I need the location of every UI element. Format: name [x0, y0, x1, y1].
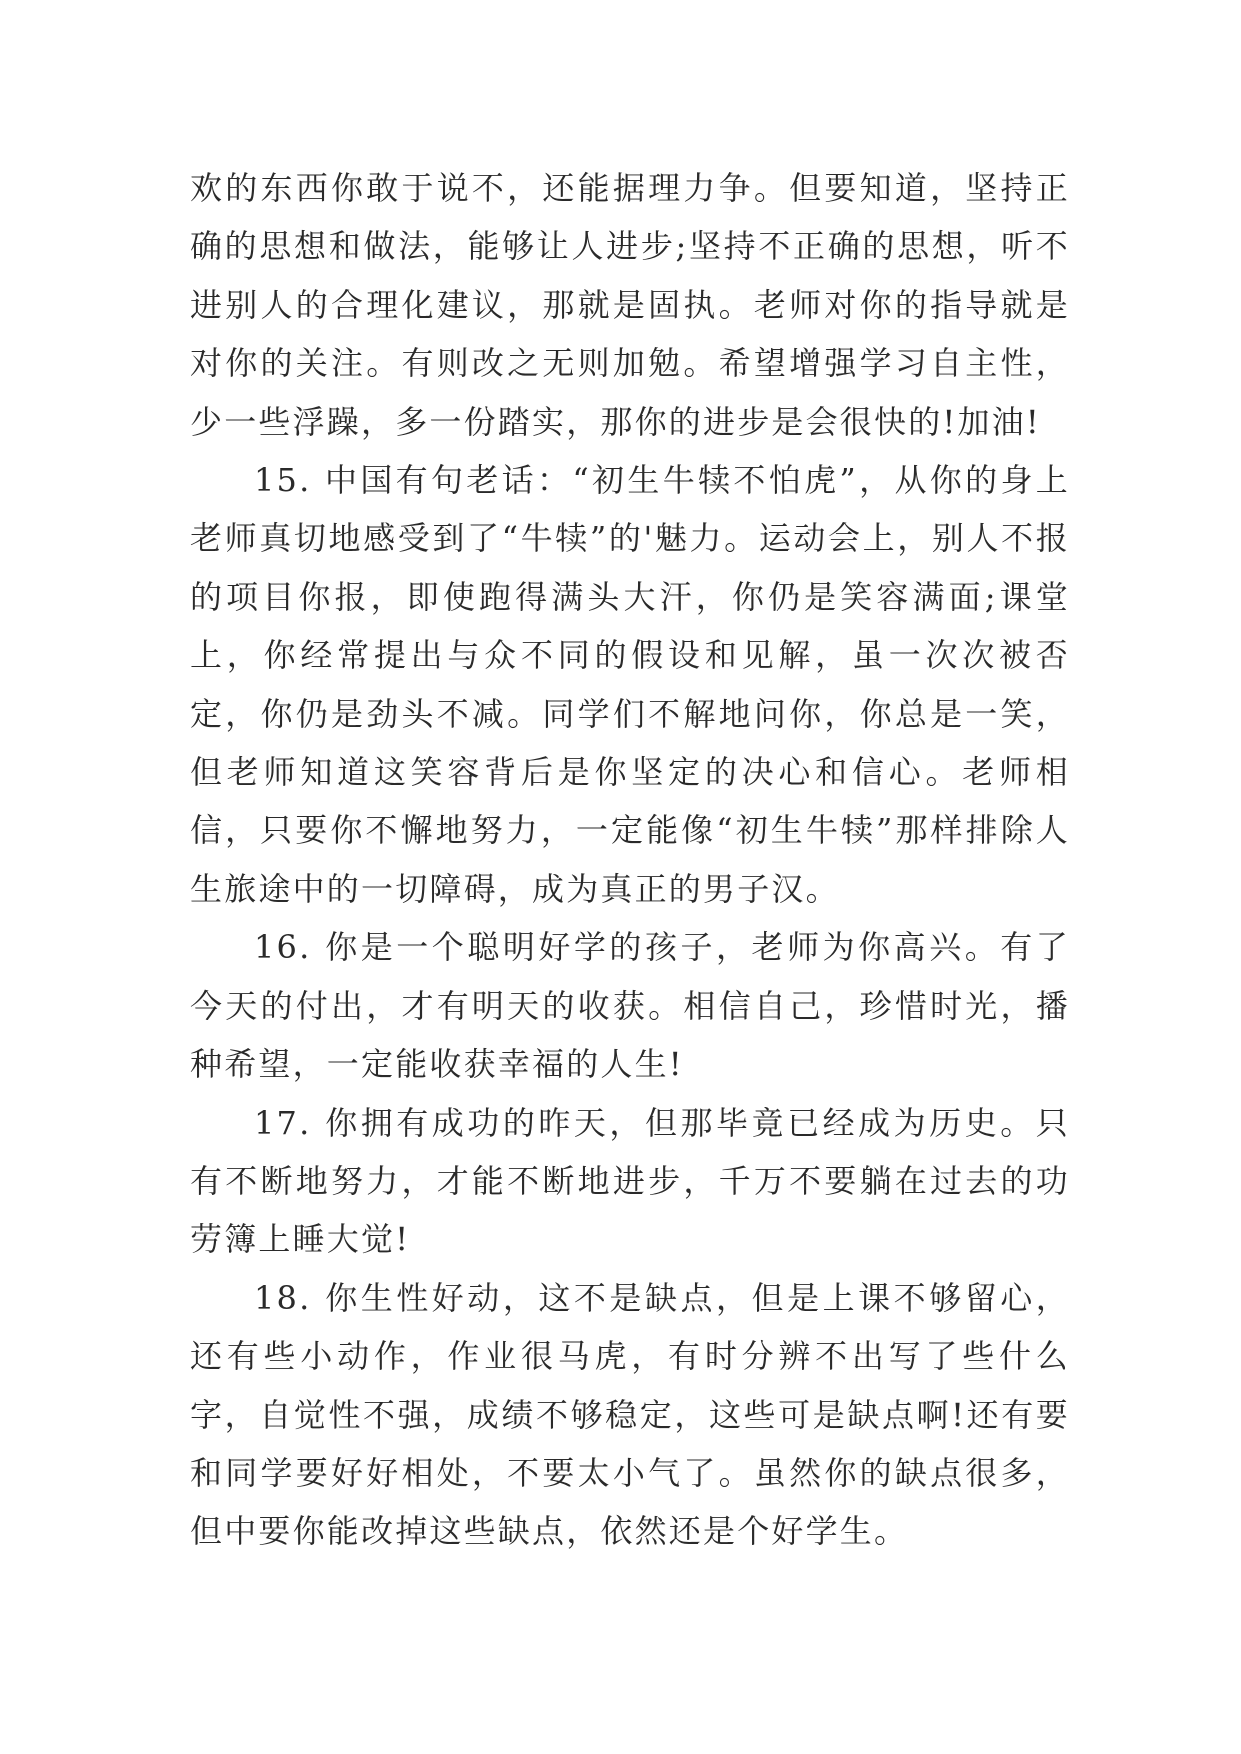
paragraph-item-18: 18. 你生性好动，这不是缺点，但是上课不够留心，还有些小动作，作业很马虎，有时分辨不出写了些什么字，自觉性不强，成绩不够稳定，这些可是缺点啊!还有要和同学要好好相处，不要太小气了。虽然你的缺点很多，但中要你能改掉这些缺点，依然还是个好学生。: [190, 1278, 1070, 1551]
paragraph-item-16: 16. 你是一个聪明好学的孩子，老师为你高兴。有了今天的付出，才有明天的收获。相信自己，珍惜时光，播种希望，一定能收获幸福的人生!: [190, 928, 1070, 1084]
document-body: [190, 159, 1070, 1561]
paragraph-item-15: 15. 中国有句老话：“初生牛犊不怕虎”，从你的身上老师真切地感受到了“牛犊”的'魅力。运动会上，别人不报的项目你报，即使跑得满头大汗，你仍是笑容满面;课堂上，你经常提出与众不同的假设和见解，虽一次次被否定，你仍是劲头不减。同学们不解地问你，你总是一笑，但老师知道这笑容背后是你坚定的决心和信心。老师相信，只要你不懈地努力，一定能像“初生牛犊”那样排除人生旅途中的一切障碍，成为真正的男子汉。: [190, 461, 1070, 908]
paragraph-item-17: 17. 你拥有成功的昨天，但那毕竟已经成为历史。只有不断地努力，才能不断地进步，千万不要躺在过去的功劳簿上睡大觉!: [190, 1103, 1070, 1259]
paragraph-continued: 欢的东西你敢于说不，还能据理力争。但要知道，坚持正确的思想和做法，能够让人进步;坚持不正确的思想，听不进别人的合理化建议，那就是固执。老师对你的指导就是对你的关注。有则改之无则加勉。希望增强学习自主性，少一些浮躁，多一份踏实，那你的进步是会很快的!加油!: [190, 169, 1070, 441]
